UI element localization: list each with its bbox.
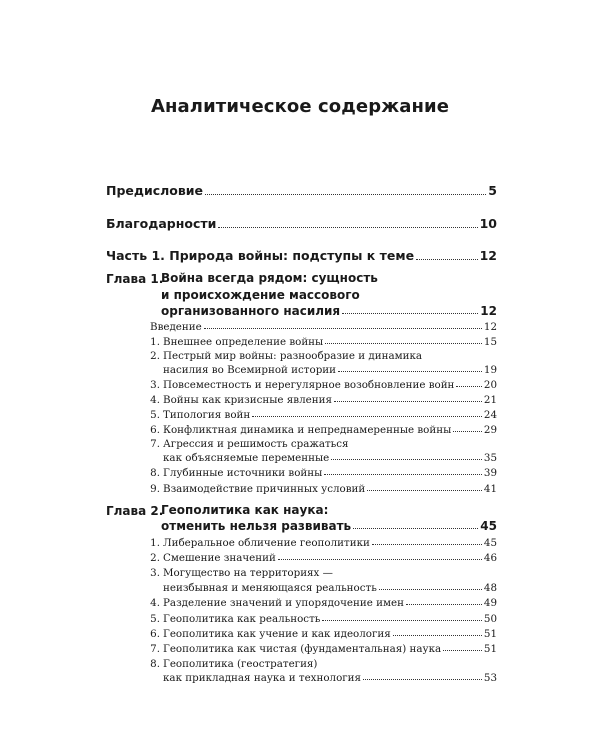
toc-entry-introduction[interactable] [150,322,497,332]
dot-leader [338,370,482,372]
section-number: 7. [150,643,160,655]
toc-entry-title: Глубинные источники войны [163,467,323,479]
toc-entry-title: Либеральное обличение геополитики [163,537,370,549]
section-number: 3. [150,567,160,579]
chapter-title-line[interactable]: Война всегда рядом: сущность [161,271,378,285]
toc-entry-section[interactable] [163,629,497,639]
section-number: 6. [150,628,160,640]
section-number: 5. [150,613,160,625]
dot-leader [453,430,482,432]
toc-entry-title: Типология войн [163,409,251,421]
section-number: 5. [150,409,160,421]
toc-entry-title: Повсеместность и нерегулярное возобновление войн [163,379,455,391]
dot-leader [325,342,482,344]
toc-entry-chapter-1[interactable] [161,305,497,317]
toc-entry-preface[interactable] [106,185,497,198]
toc-entry-page: 12 [480,304,497,318]
dot-leader [218,226,477,228]
toc-entry-page: 51 [483,628,497,640]
toc-entry-page: 51 [483,643,497,655]
toc-entry-section[interactable] [163,425,497,435]
toc-entry-chapter-2[interactable] [161,520,497,532]
toc-entry-title-line[interactable]: Геополитика (геостратегия) [163,658,318,670]
toc-entry-title: как объясняемые переменные [163,452,330,464]
section-number: 1. [150,336,160,348]
section-number: 8. [150,467,160,479]
toc-entry-title: неизбывная и меняющаяся реальность [163,582,377,594]
toc-entry-part-1[interactable] [106,250,497,263]
section-number: 4. [150,597,160,609]
section-number: 1. [150,537,160,549]
toc-entry-page: 45 [480,519,497,533]
dot-leader [443,649,482,651]
toc-entry-title-line[interactable]: Агрессия и решимость сражаться [163,438,349,450]
dot-leader [353,527,478,529]
dot-leader [205,193,486,195]
toc-entry-page: 20 [483,379,497,391]
chapter-label: Глава 1. [106,272,164,286]
toc-entry-page: 12 [479,248,497,263]
toc-entry-page: 21 [483,394,497,406]
section-number: 9. [150,483,160,495]
toc-entry-title: Разделение значений и упорядочение имен [163,597,404,609]
page-title: Аналитическое содержание [150,96,450,117]
toc-entry-page: 19 [483,364,497,376]
toc-entry-title: Часть 1. Природа войны: подступы к теме [106,248,415,263]
toc-entry-page: 45 [483,537,497,549]
toc-entry-page: 29 [483,424,497,436]
dot-leader [324,473,482,475]
toc-entry-title: Взаимодействие причинных условий [163,483,366,495]
toc-entry-title: Геополитика как учение и как идеология [163,628,391,640]
dot-leader [204,327,482,329]
toc-entry-title: насилия во Всемирной истории [163,364,337,376]
toc-entry-section[interactable] [163,583,497,593]
toc-entry-section[interactable] [163,673,497,683]
toc-entry-section[interactable] [163,484,497,494]
dot-leader [367,489,482,491]
chapter-title-line: отменить нельзя развивать [161,519,352,533]
toc-entry-page: 5 [488,183,497,198]
toc-entry-page: 53 [483,672,497,684]
toc-entry-section[interactable] [163,614,497,624]
toc-entry-section[interactable] [163,598,497,608]
dot-leader [372,543,482,545]
dot-leader [252,415,482,417]
toc-entry-title: Предисловие [106,183,204,198]
dot-leader [334,400,482,402]
toc-entry-page: 49 [483,597,497,609]
toc-entry-section[interactable] [163,337,497,347]
toc-entry-title: Благодарности [106,216,217,231]
toc-entry-page: 10 [479,216,497,231]
dot-leader [342,312,478,314]
toc-entry-acknowledgements[interactable] [106,218,497,231]
toc-entry-page: 12 [483,321,497,333]
toc-entry-title-line[interactable]: Пестрый мир войны: разнообразие и динамика [163,350,423,362]
toc-entry-title: Геополитика как чистая (фундаментальная) наука [163,643,442,655]
section-number: 2. [150,350,160,362]
section-number: 4. [150,394,160,406]
chapter-title-line[interactable]: и происхождение массового [161,288,360,302]
section-number: 7. [150,438,160,450]
dot-leader [363,678,482,680]
toc-entry-page: 24 [483,409,497,421]
toc-entry-page: 50 [483,613,497,625]
toc-entry-section[interactable] [163,644,497,654]
chapter-title-line[interactable]: Геополитика как наука: [161,503,329,517]
chapter-title-line: организованного насилия [161,304,341,318]
toc-entry-title: Конфликтная динамика и непреднамеренные войны [163,424,452,436]
section-number: 6. [150,424,160,436]
dot-leader [456,385,481,387]
toc-entry-page: 39 [483,467,497,479]
toc-entry-page: 46 [483,552,497,564]
toc-entry-page: 41 [483,483,497,495]
toc-entry-title: Внешнее определение войны [163,336,324,348]
dot-leader [278,558,482,560]
dot-leader [322,619,482,621]
section-number: 8. [150,658,160,670]
section-number: 2. [150,552,160,564]
toc-entry-title: Геополитика как реальность [163,613,321,625]
chapter-label: Глава 2. [106,504,164,518]
toc-entry-title-line[interactable]: Могущество на территориях — [163,567,333,579]
toc-entry-title: Смешение значений [163,552,276,564]
toc-entry-section[interactable] [163,553,497,563]
dot-leader [331,458,482,460]
toc-entry-title: Войны как кризисные явления [163,394,332,406]
dot-leader [379,588,482,590]
toc-entry-section[interactable] [163,380,497,390]
toc-entry-title: Введение [150,321,202,333]
toc-entry-page: 15 [483,336,497,348]
toc-entry-section[interactable] [163,468,497,478]
toc-entry-section[interactable] [163,395,497,405]
toc-entry-section[interactable] [163,410,497,420]
dot-leader [393,634,482,636]
toc-entry-section[interactable] [163,453,497,463]
dot-leader [406,603,482,605]
section-number: 3. [150,379,160,391]
toc-entry-page: 35 [483,452,497,464]
dot-leader [416,258,478,260]
toc-entry-section[interactable] [163,365,497,375]
toc-entry-title: как прикладная наука и технология [163,672,362,684]
toc-entry-page: 48 [483,582,497,594]
toc-entry-section[interactable] [163,538,497,548]
